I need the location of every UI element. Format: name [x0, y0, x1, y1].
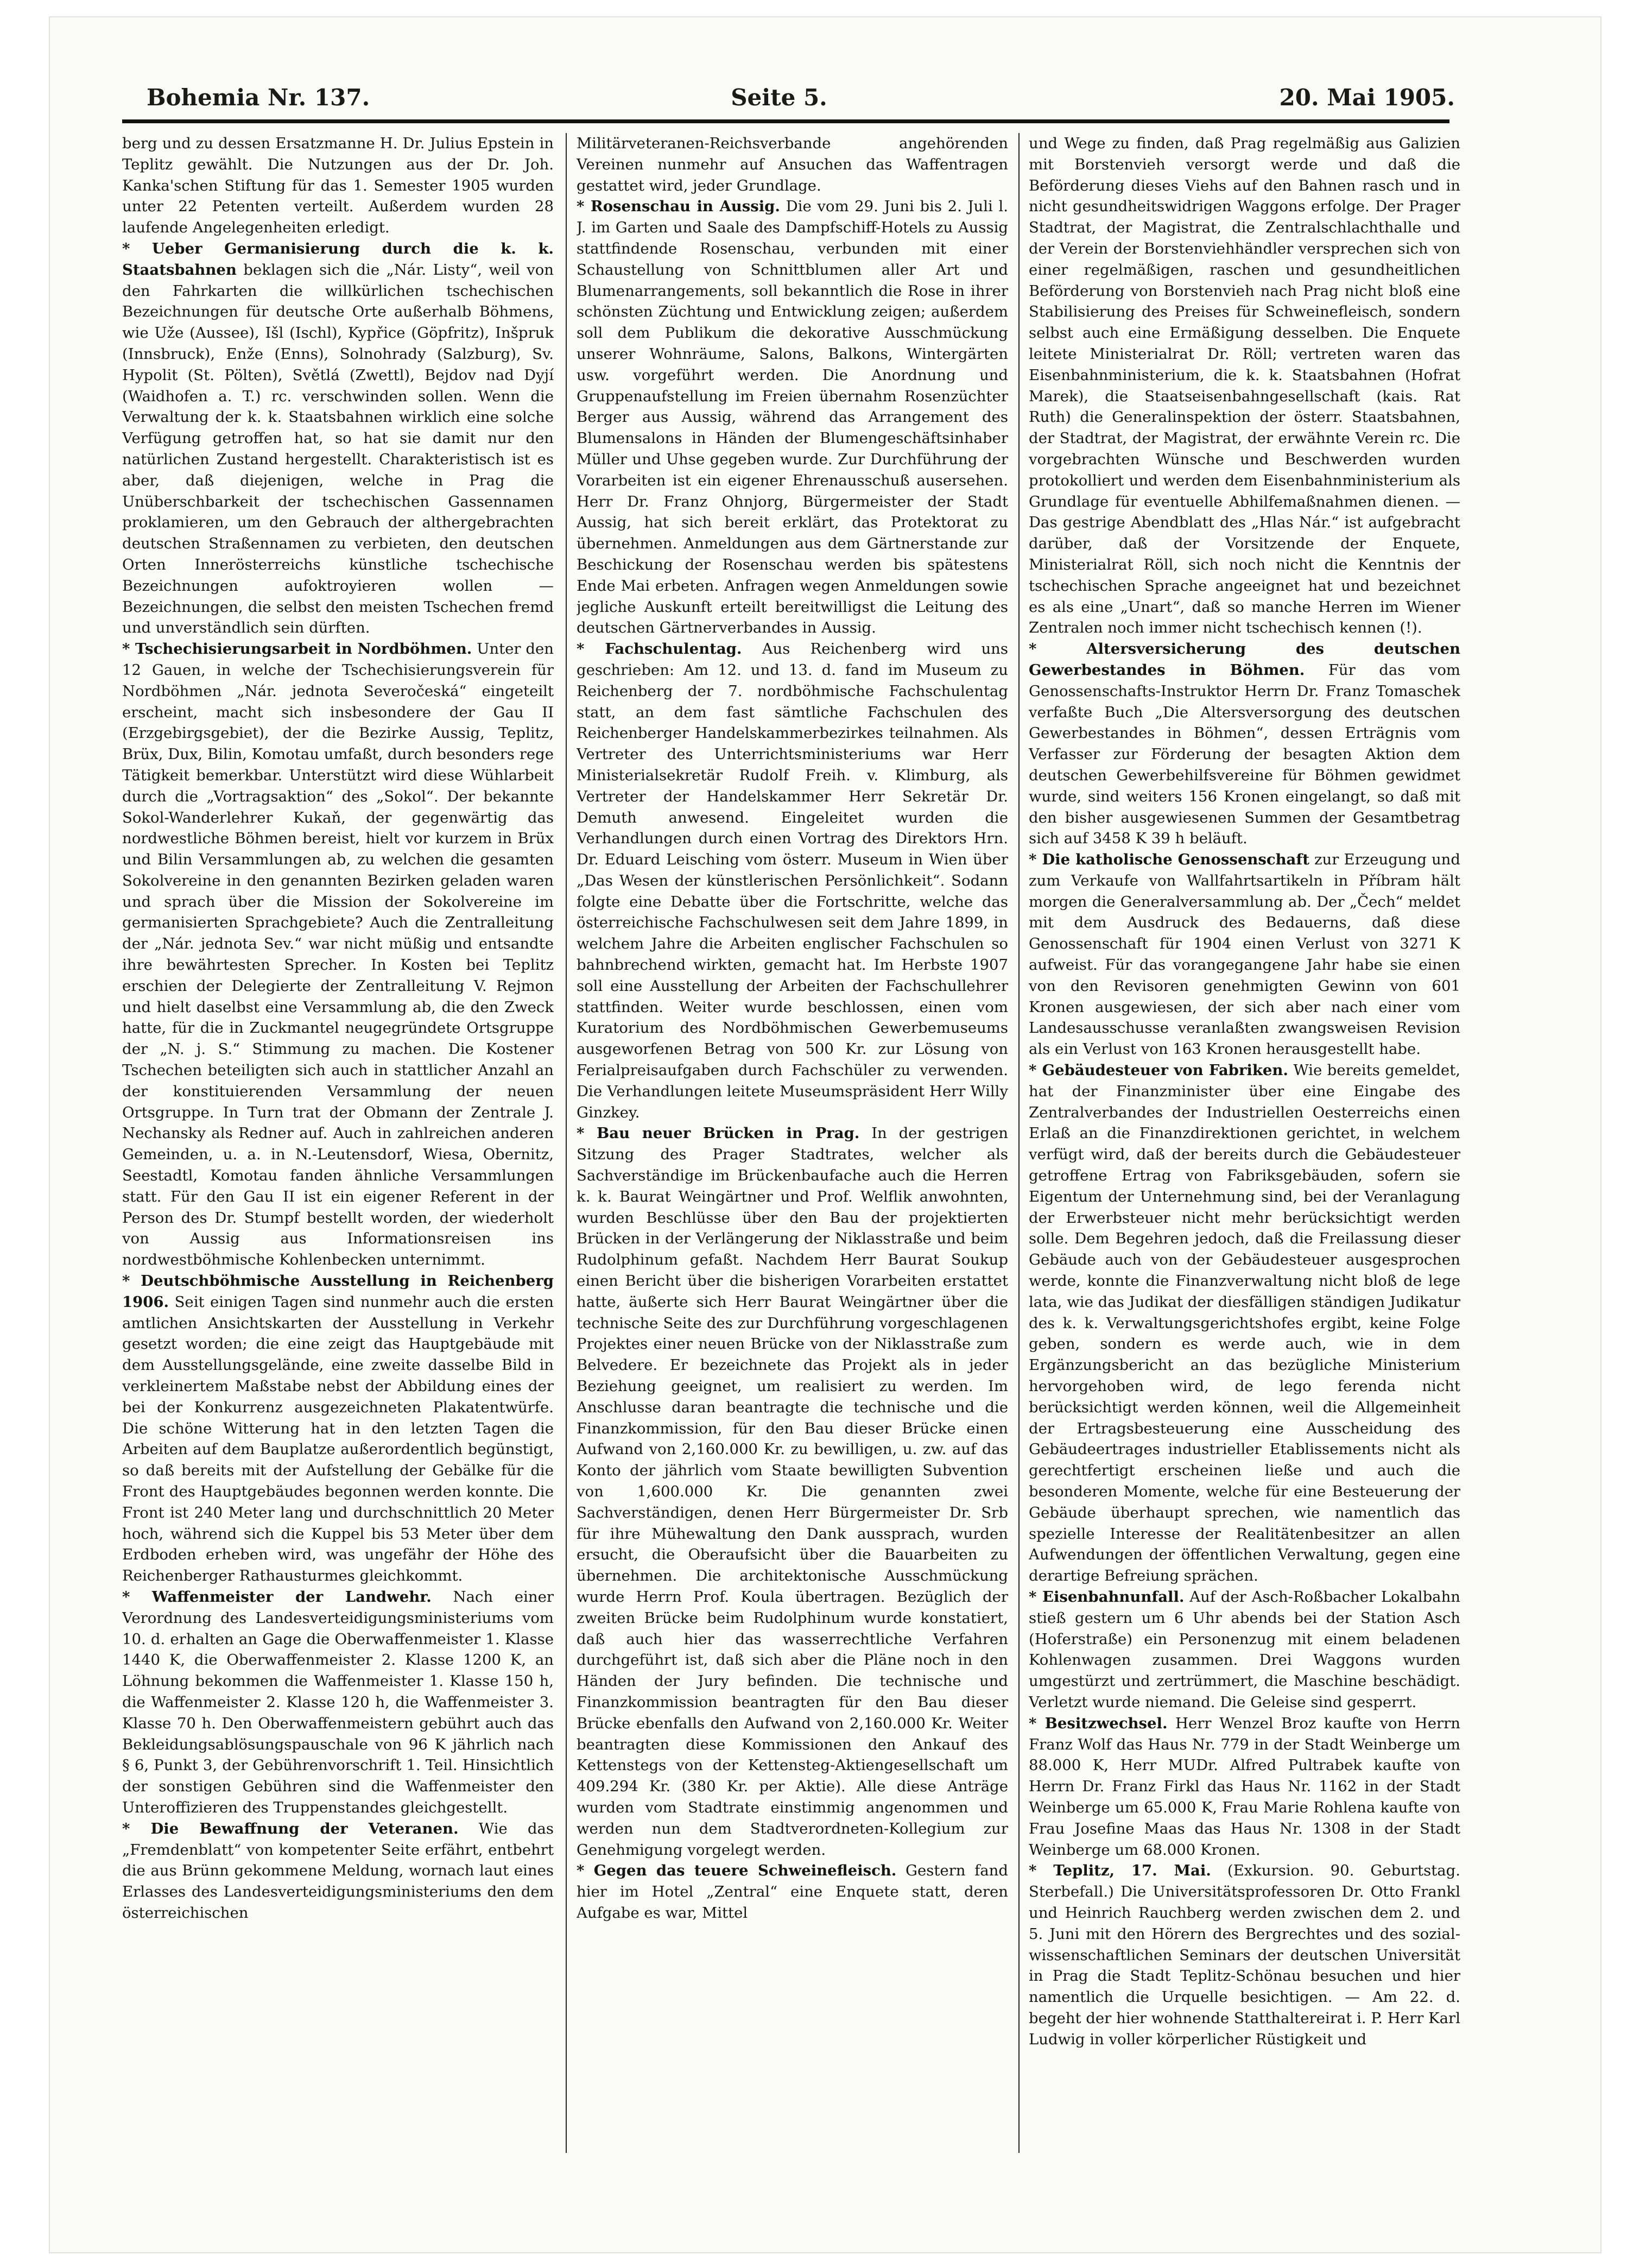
article-headline: * Die Bewaffnung der Veteranen. [122, 1820, 459, 1837]
article [122, 1271, 554, 1587]
article-body: (Exkursion. 90. Geburtstag. Sterbefall.) Die Universitätsprofessoren Dr. Otto Frankl und Heinrich Rauchberg werden zwischen dem 2. und 5. Juni mit den Hörern des Bergrechtes und des sozial-wissenschaftlichen Seminars der deutschen Universität in Prag die Stadt Teplitz-Schönau besuchen und hier namentlich die Urquelle besichtigen. — Am 22. d. begeht der hier wohnende Statthaltereirat i. P. Herr Karl Ludwig in voller körperlicher Rüstigkeit und [1029, 1862, 1460, 2048]
article [577, 133, 1008, 196]
article-headline: * Ueber Germanisierung durch die k. k. Staatsbahnen [122, 239, 554, 279]
article [1029, 849, 1460, 1060]
masthead-issue: Bohemia Nr. 137. [147, 84, 370, 111]
article-body: berg und zu dessen Ersatzmanne H. Dr. Julius Epstein in Teplitz gewählt. Die Nutzungen aus der Dr. Joh. Kanka'schen Stiftung für das 1. Semester 1905 wurden unter 22 Petenten verteilt. Außerdem wurden 28 laufende Angelegenheiten erledigt. [122, 135, 554, 237]
column-divider [1018, 133, 1020, 2153]
article-body: Für das vom Genossenschafts-Instruktor Herrn Dr. Franz Tomaschek verfaßte Buch „Die Altersversorgung des deutschen Gewerbestandes in Böhmen“, dessen Erträgnis vom Verfasser zur Förderung der besagten Aktion dem deutschen Gewerbehilfsvereine für Böhmen gewidmet wurde, sind weiters 156 Kronen eingelangt, so daß mit den bisher ausgewiesenen Summen der Gesamtbetrag sich auf 3458 K 39 h beläuft. [1029, 661, 1460, 848]
issue-date: 20. Mai 1905. [1279, 84, 1455, 111]
article-body: und Wege zu finden, daß Prag regelmäßig aus Galizien mit Borstenvieh versorgt werde und daß die Beförderung dieses Viehs auf den Bahnen rasch und in nicht gesundheitswidrigen Waggons erfolge. Der Prager Stadtrat, der Magistrat, die Zentralschlachthalle und der Verein der Borstenviehhändler versprechen sich von einer regelmäßigen, raschen und gesundheitlichen Beförderung von Borstenvieh nach Prag nicht bloß eine Stabilisierung des Preises für Schweinefleisch, sondern selbst auch eine Ermäßigung desselben. Die Enquete leitete Ministerialrat Dr. Röll; vertreten waren das Eisenbahnministerium, die k. k. Staatsbahnen (Hofrat Marek), die Staatseisenbahngesellschaft (kais. Rat Ruth) die Generalinspektion der österr. Staatsbahnen, der Stadtrat, der Magistrat, der erwähnte Verein rc. Die vorgebrachten Wünsche und Beschwerden wurden protokolliert und werden dem Eisenbahnministerium als Grundlage für eventuelle Abhilfemaßnahmen dienen. — Das gestrige Abendblatt des „Hlas Nár.“ ist aufgebracht darüber, daß der Vorsitzende der Enquete, Ministerialrat Röll, sich noch nicht die Kenntnis der tschechischen Sprache angeeignet hat und bezeichnet es als eine „Unart“, daß so manche Herren im Wiener Zentralen noch immer nicht tschechisch kennen (!). [1029, 135, 1460, 637]
article [122, 639, 554, 1271]
article-headline: * Rosenschau in Aussig. [577, 198, 780, 216]
article [577, 196, 1008, 639]
article-headline: * Gebäudesteuer von Fabriken. [1029, 1062, 1288, 1079]
article-body: Auf der Asch-Roßbacher Lokalbahn stieß gestern um 6 Uhr abends bei der Station Asch (Hoferstraße) ein Personenzug mit einem beladenen Kohlenwagen zusammen. Drei Waggons wurden umgestürzt und zertrümmert, die Maschine beschädigt. Verletzt wurde niemand. Die Geleise sind gesperrt. [1029, 1588, 1460, 1711]
article-headline: * Die katholische Genossenschaft [1029, 851, 1309, 869]
article-body: Gestern fand hier im Hotel „Zentral“ eine Enquete statt, deren Aufgabe es war, Mittel [577, 1862, 1008, 1922]
column-1 [122, 133, 554, 2153]
article-headline: * Gegen das teuere Schweinefleisch. [577, 1862, 897, 1880]
page-number: Seite 5. [731, 84, 827, 111]
article-headline: * Bau neuer Brücken in Prag. [577, 1124, 860, 1142]
article-body: In der gestrigen Sitzung des Prager Stadtrates, welcher als Sachverständige im Brückenbaufache auch die Herren k. k. Baurat Weingärtner und Prof. Welflik anwohnten, wurden Beschlüsse über den Bau der projektierten Brücken in der Verlängerung der Niklasstraße und beim Rudolphinum gefaßt. Nachdem Herr Baurat Soukup einen Bericht über die bisherigen Vorarbeiten erstattet hatte, äußerte sich Herr Baurat Weingärtner über die technische Seite des zur Durchführung vorgeschlagenen Projektes einer neuen Brücke von der Niklasstraße zum Belvedere. Er bezeichnete das Projekt als in jeder Beziehung geeignet, um realisiert zu werden. Im Anschlusse daran beantragte die technische und die Finanzkommission, für den Bau dieser Brücke einen Aufwand von 2,160.000 Kr. zu bewilligen, u. zw. auf das Konto der jährlich vom Staate bewilligten Subvention von 1,600.000 Kr. Die genannten zwei Sachverständigen, denen Herr Bürgermeister Dr. Srb für ihre Mühewaltung den Dank aussprach, wurden ersucht, die Oberaufsicht über die Bauarbeiten zu übernehmen. Die architektonische Ausschmückung wurde Herrn Prof. Koula übertragen. Bezüglich der zweiten Brücke beim Rudolphinum wurde konstatiert, daß auch hier das wasserrechtliche Verfahren durchgeführt ist, daß sich aber die Pläne noch in den Händen der Jury befinden. Die technische und Finanzkommission beantragten für den Bau dieser Brücke ebenfalls den Aufwand von 2,160.000 Kr. Weiter beantragten diese Kommissionen den Ankauf des Kettenstegs von der Kettensteg-Aktiengesellschaft um 409.294 Kr. (380 Kr. per Aktie). Alle diese Anträge wurden vom Stadtrate einstimmig angenommen und werden nun dem Stadtverordneten-Kollegium zur Genehmigung vorgelegt werden. [577, 1124, 1008, 1859]
header-rule [122, 119, 1449, 123]
article [577, 1123, 1008, 1860]
article [122, 1818, 554, 1924]
page-header [95, 84, 1463, 122]
article-headline: * Eisenbahnunfall. [1029, 1588, 1185, 1606]
article [1029, 1860, 1460, 2050]
article-body: Militärveteranen-Reichsverbande angehörenden Vereinen nunmehr auf Ansuchen das Waffentragen gestattet wird, jeder Grundlage. [577, 135, 1008, 194]
article-headline: * Waffenmeister der Landwehr. [122, 1588, 432, 1606]
article-body: Nach einer Verordnung des Landesverteidigungsministeriums vom 10. d. erhalten an Gage die Oberwaffenmeister 1. Klasse 1440 K, die Oberwaffenmeister 2. Klasse 1200 K, an Löhnung bekommen die Waffenmeister 1. Klasse 150 h, die Waffenmeister 2. Klasse 120 h, die Waffenmeister 3. Klasse 70 h. Den Oberwaffenmeistern gebührt auch das Bekleidungsablösungspauschale von 96 K jährlich nach § 6, Punkt 3, der Gebührenvorschrift 1. Teil. Hinsichtlich der sonstigen Gebühren sind die Waffenmeister den Unteroffizieren des Truppenstandes gleichgestellt. [122, 1588, 554, 1816]
article [1029, 1060, 1460, 1587]
article [122, 1587, 554, 1818]
article-headline: * Fachschulentag. [577, 640, 742, 658]
article-body: Wie bereits gemeldet, hat der Finanzminister über eine Eingabe des Zentralverbandes der Industriellen Oesterreichs einen Erlaß an die Finanzdirektionen gerichtet, in welchem verfügt wird, daß der bereits durch die Gebäudesteuer getroffene Ertrag von Fabriksgebäuden, sofern sie Eigentum der Unternehmung sind, bei der Veranlagung der Erwerbsteuer nicht mehr berücksichtigt werden solle. Dem Begehren jedoch, daß die Freilassung dieser Gebäude auch von der Gebäudesteuer ausgesprochen werde, konnte die Finanzverwaltung nicht bloß de lege lata, wie das Judikat der diesfälligen ständigen Judikatur des k. k. Verwaltungsgerichtshofes ergibt, keine Folge geben, sondern es werde auch, wie in dem Ergänzungsbericht an das bezügliche Ministerium hervorgehoben wird, de lego ferenda nicht berücksichtigt werden können, weil die Allgemeinheit der Ertragsbesteuerung eine Ausscheidung des Gebäudeertrages industrieller Etablissements nicht als gerechtfertigt erscheinen ließe und auch die besonderen Momente, welche für eine Besteuerung der Gebäude überhaupt sprechen, wie namentlich das spezielle Interesse der Realitätenbesitzer an allen Aufwendungen der öffentlichen Verwaltung, gegen eine derartige Befreiung sprächen. [1029, 1062, 1460, 1585]
article-body: zur Erzeugung und zum Verkaufe von Wallfahrtsartikeln in Příbram hält morgen die Generalversammlung ab. Der „Čech“ meldet mit dem Ausdruck des Bedauerns, daß diese Genossenschaft für 1904 einen Verlust von 3271 K aufweist. Für das vorangegangene Jahr habe sie einen von den Revisoren genehmigten Gewinn von 601 Kronen ausgewiesen, der sich aber nach einer vom Landesausschusse veranlaßten zwangsweisen Revision als ein Verlust von 163 Kronen herausgestellt habe. [1029, 851, 1460, 1058]
article [1029, 133, 1460, 639]
article [122, 133, 554, 238]
article-body: Unter den 12 Gauen, in welche der Tschechisierungsverein für Nordböhmen „Nár. jednota Severočeská“ eingeteilt erscheint, macht sich insbesondere der Gau II (Erzgebirgsgebiet), der die Bezirke Aussig, Teplitz, Brüx, Dux, Bilin, Komotau umfaßt, durch besonders rege Tätigkeit bemerkbar. Unterstützt wird diese Wühlarbeit durch die „Vortragsaktion“ des „Sokol“. Der bekannte Sokol-Wanderlehrer Kukaň, der gegenwärtig das nordwestliche Böhmen bereist, hielt vor kurzem in Brüx und Bilin Versammlungen ab, zu welchen die gesamten Sokolvereine in den genannten Bezirken geladen waren und sprach über die Mission der Sokolvereine im germanisierten Sprachgebiete? Auch die Zentralleitung der „Nár. jednota Sev.“ war nicht müßig und entsandte ihre bewährtesten Sprecher. In Kosten bei Teplitz erschien der Delegierte der Zentralleitung V. Rejmon und hielt daselbst eine Versammlung ab, die den Zweck hatte, für die in Zuckmantel neugegründete Ortsgruppe der „N. j. S.“ Stimmung zu machen. Die Kostener Tschechen beteiligten sich auch in stattlicher Anzahl an der konstituierenden Versammlung der neuen Ortsgruppe. In Turn trat der Obmann der Zentrale J. Nechansky als Redner auf. Auch in zahlreichen anderen Gemeinden, u. a. in N.-Leutensdorf, Wiesa, Obernitz, Seestadtl, Komotau fanden ähnliche Versammlungen statt. Für den Gau II ist ein eigener Referent in der Person des Dr. Stumpf bestellt worden, der wiederholt von Aussig aus Informationsreisen ins nordwestböhmische Kohlenbecken unternimmt. [122, 640, 554, 1269]
article [1029, 1713, 1460, 1861]
column-2 [577, 133, 1008, 2153]
article [577, 1860, 1008, 1923]
article-headline: * Tschechisierungsarbeit in Nordböhmen. [122, 640, 472, 658]
article-headline: * Deutschböhmische Ausstellung in Reichenberg 1906. [122, 1272, 554, 1311]
article [577, 639, 1008, 1123]
article-body: beklagen sich die „Nár. Listy“, weil von den Fahrkarten die willkürlichen tschechischen Bezeichnungen für deutsche Orte außerhalb Böhmens, wie Uže (Aussee), Išl (Ischl), Kypřice (Göpfritz), Inšpruk (Innsbruck), Enže (Enns), Solnohrady (Salzburg), Sv. Hypolit (St. Pölten), Světlá (Zwettl), Bejdov nad Dyjí (Waidhofen a. T.) rc. verschwinden sollen. Wenn die Verwaltung der k. k. Staatsbahnen wirklich eine solche Verfügung getroffen hat, so hat sie damit nur den natürlichen Zustand hergestellt. Charakteristisch ist es aber, daß diejenigen, welche in Prag die Unüberschbarkeit der tschechischen Gassennamen proklamieren, um den Gebrauch der althergebrachten deutschen Straßennamen zu verbieten, den deutschen Orten Innerösterreichs künstliche tschechische Bezeichnungen aufoktroyieren wollen — Bezeichnungen, die selbst den meisten Tschechen fremd und unverständlich sein dürften. [122, 261, 554, 637]
article [1029, 1587, 1460, 1713]
article-headline: * Besitzwechsel. [1029, 1714, 1168, 1732]
article-body: Wie das „Fremdenblatt“ von kompetenter Seite erfährt, entbehrt die aus Brünn gekommene Meldung, wornach laut eines Erlasses des Landesverteidigungsministeriums den dem österreichischen [122, 1820, 554, 1922]
article-body: Die vom 29. Juni bis 2. Juli l. J. im Garten und Saale des Dampfschiff-Hotels zu Aussig stattfindende Rosenschau, verbunden mit einer Schaustellung von Schnittblumen aller Art und Blumenarrangements, soll bekanntlich die Rose in ihrer schönsten Züchtung und Entwicklung zeigen; außerdem soll dem Publikum die dekorative Ausschmückung unserer Wohnräume, Salons, Balkons, Wintergärten usw. vorgeführt werden. Die Anordnung und Gruppenaufstellung im Freien übernahm Rosenzüchter Berger aus Aussig, während das Arrangement des Blumensalons in Händen der Blumengeschäftsinhaber Müller und Uhse gegeben wurde. Zur Durchführung der Vorarbeiten ist ein eigener Ehrenausschuß ausersehen. Herr Dr. Franz Ohnjorg, Bürgermeister der Stadt Aussig, hat sich bereit erklärt, das Protektorat zu übernehmen. Anmeldungen aus dem Gärtnerstande zur Beschickung der Rosenschau werden bis spätestens Ende Mai erbeten. Anfragen wegen Anmeldungen sowie jegliche Auskunft erteilt bereitwilligst die Leitung des deutschen Gärtnerverbandes in Aussig. [577, 198, 1008, 637]
article-headline: * Teplitz, 17. Mai. [1029, 1862, 1211, 1880]
article-body: Herr Wenzel Broz kaufte von Herrn Franz Wolf das Haus Nr. 779 in der Stadt Weinberge um 88.000 K, Herr MUDr. Alfred Pultrabek kaufte von Herrn Dr. Franz Firkl das Haus Nr. 1162 in der Stadt Weinberge um 65.000 K, Frau Marie Rohlena kaufte von Frau Josefine Maas das Haus Nr. 1308 in der Stadt Weinberge um 68.000 Kronen. [1029, 1714, 1460, 1859]
article [122, 238, 554, 639]
article [1029, 639, 1460, 849]
article-body: Seit einigen Tagen sind nunmehr auch die ersten amtlichen Ansichtskarten der Ausstellung in Verkehr gesetzt worden; die eine zeigt das Hauptgebäude mit dem Ausstellungsgelände, eine zweite dasselbe Bild in verkleinertem Maßstabe nebst der Abbildung eines der bei der Konkurrenz ausgezeichneten Plakatentwürfe. Die schöne Witterung hat in den letzten Tagen die Arbeiten auf dem Bauplatze außerordentlich begünstigt, so daß bereits mit der Aufstellung der Gebälke für die Front des Hauptgebäudes begonnen werden konnte. Die Front ist 240 Meter lang und durchschnittlich 20 Meter hoch, während sich die Kuppel bis 53 Meter über dem Erdboden erheben wird, was ungefähr der Höhe des Reichenberger Rathausturmes gleichkommt. [122, 1293, 554, 1585]
column-divider [566, 133, 567, 2153]
article-headline: * Altersversicherung des deutschen Gewerbestandes in Böhmen. [1029, 640, 1460, 679]
article-body: Aus Reichenberg wird uns geschrieben: Am 12. und 13. d. fand im Museum zu Reichenberg der 7. nordböhmische Fachschulentag statt, an dem fast sämtliche Fachschulen des Reichenberger Handelskammerbezirkes teilnahmen. Als Vertreter des Unterrichtsministeriums war Herr Ministerialsekretär Rudolf Freih. v. Klimburg, als Vertreter der Handelskammer Herr Sekretär Dr. Demuth anwesend. Eingeleitet wurden die Verhandlungen durch einen Vortrag des Direktors Hrn. Dr. Eduard Leisching vom österr. Museum in Wien über „Das Wesen der künstlerischen Persönlichkeit“. Sodann folgte eine Debatte über die Fortschritte, welche das österreichische Fachschulwesen seit dem Jahre 1899, in welchem Jahre die Arbeiten englischer Fachschulen so bahnbrechend wirkten, gemacht hat. Im Herbste 1907 soll eine Ausstellung der Arbeiten der Fachschullehrer stattfinden. Weiter wurde beschlossen, einen vom Kuratorium des Nordböhmischen Gewerbemuseums ausgeworfenen Betrag von 500 Kr. zur Lösung von Ferialpreisaufgaben durch Fachschüler zu verwenden. Die Verhandlungen leitete Museumspräsident Herr Willy Ginzkey. [577, 640, 1008, 1121]
column-3 [1029, 133, 1460, 2153]
